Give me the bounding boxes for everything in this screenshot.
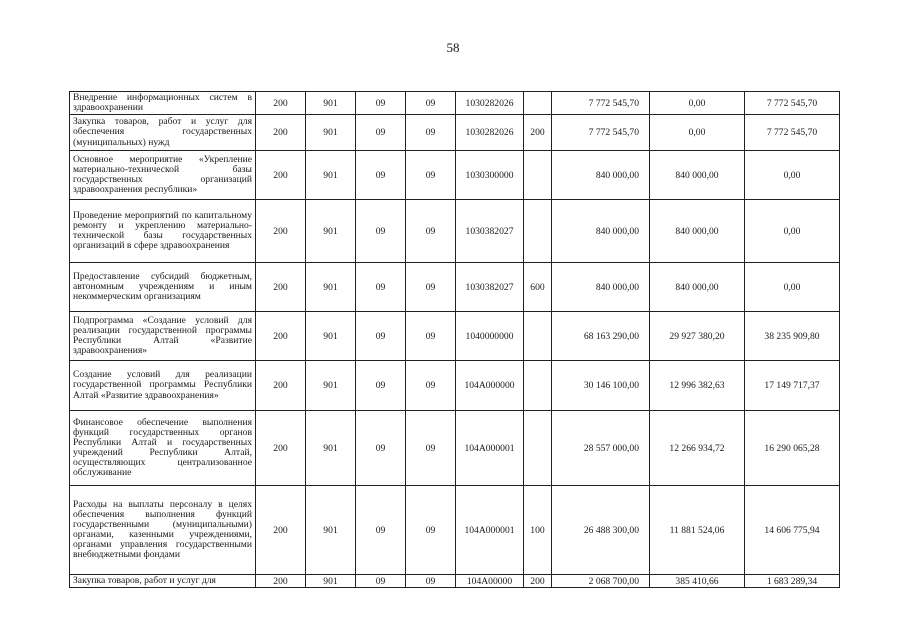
row-amount-b-cell: 0,00 xyxy=(745,263,840,312)
row-razd-cell: 09 xyxy=(356,411,406,486)
row-amount-b-cell: 1 683 289,34 xyxy=(745,575,840,588)
row-podr-cell: 09 xyxy=(406,575,456,588)
row-razd-cell: 09 xyxy=(356,312,406,361)
row-name-cell: Внедрение информационных систем в здравоохранении xyxy=(70,92,256,115)
row-podr-cell: 09 xyxy=(406,200,456,263)
row-podr-cell: 09 xyxy=(406,312,456,361)
row-vr-cell xyxy=(524,92,552,115)
row-gl-cell: 200 xyxy=(256,361,306,411)
row-podr-cell: 09 xyxy=(406,115,456,151)
row-vr-cell xyxy=(524,200,552,263)
row-name-cell: Основное мероприятие «Укрепление материально-технической базы государственных организаций здравоохранения республики» xyxy=(70,151,256,200)
row-total-cell: 68 163 290,00 xyxy=(552,312,650,361)
row-gl-cell: 200 xyxy=(256,200,306,263)
row-total-cell: 840 000,00 xyxy=(552,263,650,312)
row-amount-a-cell: 0,00 xyxy=(650,92,745,115)
row-name-cell: Финансовое обеспечение выполнения функций государственных органов Республики Алтай и государственных учреждений Республики Алтай, осуществляющих централизованное обслуживание xyxy=(70,411,256,486)
row-razd-cell: 09 xyxy=(356,92,406,115)
row-vr-cell: 600 xyxy=(524,263,552,312)
row-gl-cell: 200 xyxy=(256,115,306,151)
row-csr-cell: 1040000000 xyxy=(456,312,524,361)
row-ved-cell: 901 xyxy=(306,486,356,575)
row-gl-cell: 200 xyxy=(256,151,306,200)
table-row xyxy=(70,575,840,588)
row-amount-a-cell: 840 000,00 xyxy=(650,151,745,200)
row-csr-cell: 104А000001 xyxy=(456,486,524,575)
row-total-cell: 30 146 100,00 xyxy=(552,361,650,411)
row-ved-cell: 901 xyxy=(306,151,356,200)
row-amount-b-cell: 0,00 xyxy=(745,151,840,200)
row-ved-cell: 901 xyxy=(306,115,356,151)
row-amount-b-cell: 7 772 545,70 xyxy=(745,115,840,151)
row-vr-cell xyxy=(524,312,552,361)
row-name-cell: Создание условий для реализации государственной программы Республики Алтай «Развитие здравоохранения» xyxy=(70,361,256,411)
table-row xyxy=(70,263,840,312)
row-name-cell: Подпрограмма «Создание условий для реализации государственной программы Республики Алтай «Развитие здравоохранения» xyxy=(70,312,256,361)
row-total-cell: 840 000,00 xyxy=(552,151,650,200)
row-gl-cell: 200 xyxy=(256,411,306,486)
row-total-cell: 26 488 300,00 xyxy=(552,486,650,575)
row-ved-cell: 901 xyxy=(306,200,356,263)
row-ved-cell: 901 xyxy=(306,92,356,115)
row-ved-cell: 901 xyxy=(306,575,356,588)
row-razd-cell: 09 xyxy=(356,200,406,263)
row-csr-cell: 1030382027 xyxy=(456,263,524,312)
row-amount-a-cell: 29 927 380,20 xyxy=(650,312,745,361)
row-gl-cell: 200 xyxy=(256,312,306,361)
row-amount-b-cell: 16 290 065,28 xyxy=(745,411,840,486)
row-amount-a-cell: 12 266 934,72 xyxy=(650,411,745,486)
row-amount-a-cell: 385 410,66 xyxy=(650,575,745,588)
row-gl-cell: 200 xyxy=(256,92,306,115)
row-name-cell: Расходы на выплаты персоналу в целях обеспечения выполнения функций государственными (муниципальными) органами, казенными учреждениями, органами управления государственными внебюджетными фондами xyxy=(70,486,256,575)
row-ved-cell: 901 xyxy=(306,312,356,361)
row-gl-cell: 200 xyxy=(256,486,306,575)
row-amount-b-cell: 14 606 775,94 xyxy=(745,486,840,575)
row-total-cell: 840 000,00 xyxy=(552,200,650,263)
row-podr-cell: 09 xyxy=(406,411,456,486)
table-row xyxy=(70,200,840,263)
table-row xyxy=(70,151,840,200)
row-amount-a-cell: 0,00 xyxy=(650,115,745,151)
budget-table xyxy=(69,91,840,588)
table-row xyxy=(70,312,840,361)
row-podr-cell: 09 xyxy=(406,486,456,575)
row-podr-cell: 09 xyxy=(406,361,456,411)
row-ved-cell: 901 xyxy=(306,263,356,312)
row-csr-cell: 104А000000 xyxy=(456,361,524,411)
row-csr-cell: 104А000001 xyxy=(456,411,524,486)
table-row xyxy=(70,486,840,575)
row-razd-cell: 09 xyxy=(356,263,406,312)
row-gl-cell: 200 xyxy=(256,575,306,588)
table-row xyxy=(70,411,840,486)
row-razd-cell: 09 xyxy=(356,361,406,411)
row-vr-cell: 200 xyxy=(524,575,552,588)
row-csr-cell: 104А00000 xyxy=(456,575,524,588)
row-razd-cell: 09 xyxy=(356,486,406,575)
row-amount-a-cell: 11 881 524,06 xyxy=(650,486,745,575)
row-total-cell: 7 772 545,70 xyxy=(552,115,650,151)
table-row xyxy=(70,361,840,411)
row-total-cell: 7 772 545,70 xyxy=(552,92,650,115)
row-name-cell: Закупка товаров, работ и услуг для xyxy=(70,575,256,588)
row-ved-cell: 901 xyxy=(306,361,356,411)
table-row xyxy=(70,115,840,151)
row-amount-b-cell: 7 772 545,70 xyxy=(745,92,840,115)
row-podr-cell: 09 xyxy=(406,151,456,200)
row-csr-cell: 1030300000 xyxy=(456,151,524,200)
row-gl-cell: 200 xyxy=(256,263,306,312)
row-amount-b-cell: 0,00 xyxy=(745,200,840,263)
row-vr-cell: 100 xyxy=(524,486,552,575)
row-ved-cell: 901 xyxy=(306,411,356,486)
row-razd-cell: 09 xyxy=(356,115,406,151)
row-razd-cell: 09 xyxy=(356,151,406,200)
row-razd-cell: 09 xyxy=(356,575,406,588)
row-csr-cell: 1030282026 xyxy=(456,92,524,115)
row-csr-cell: 1030382027 xyxy=(456,200,524,263)
page-number: 58 xyxy=(446,40,460,55)
row-amount-b-cell: 17 149 717,37 xyxy=(745,361,840,411)
table-body xyxy=(70,92,840,588)
table-row xyxy=(70,92,840,115)
row-vr-cell xyxy=(524,411,552,486)
row-amount-a-cell: 840 000,00 xyxy=(650,263,745,312)
row-total-cell: 28 557 000,00 xyxy=(552,411,650,486)
row-vr-cell: 200 xyxy=(524,115,552,151)
row-amount-b-cell: 38 235 909,80 xyxy=(745,312,840,361)
row-name-cell: Предоставление субсидий бюджетным, автономным учреждениям и иным некоммерческим организациям xyxy=(70,263,256,312)
row-podr-cell: 09 xyxy=(406,92,456,115)
row-podr-cell: 09 xyxy=(406,263,456,312)
row-vr-cell xyxy=(524,151,552,200)
row-amount-a-cell: 840 000,00 xyxy=(650,200,745,263)
row-csr-cell: 1030282026 xyxy=(456,115,524,151)
row-vr-cell xyxy=(524,361,552,411)
row-name-cell: Закупка товаров, работ и услуг для обеспечения государственных (муниципальных) нужд xyxy=(70,115,256,151)
row-amount-a-cell: 12 996 382,63 xyxy=(650,361,745,411)
row-total-cell: 2 068 700,00 xyxy=(552,575,650,588)
row-name-cell: Проведение мероприятий по капитальному ремонту и укреплению материально-технической базы государственных организаций в сфере здравоохранения xyxy=(70,200,256,263)
